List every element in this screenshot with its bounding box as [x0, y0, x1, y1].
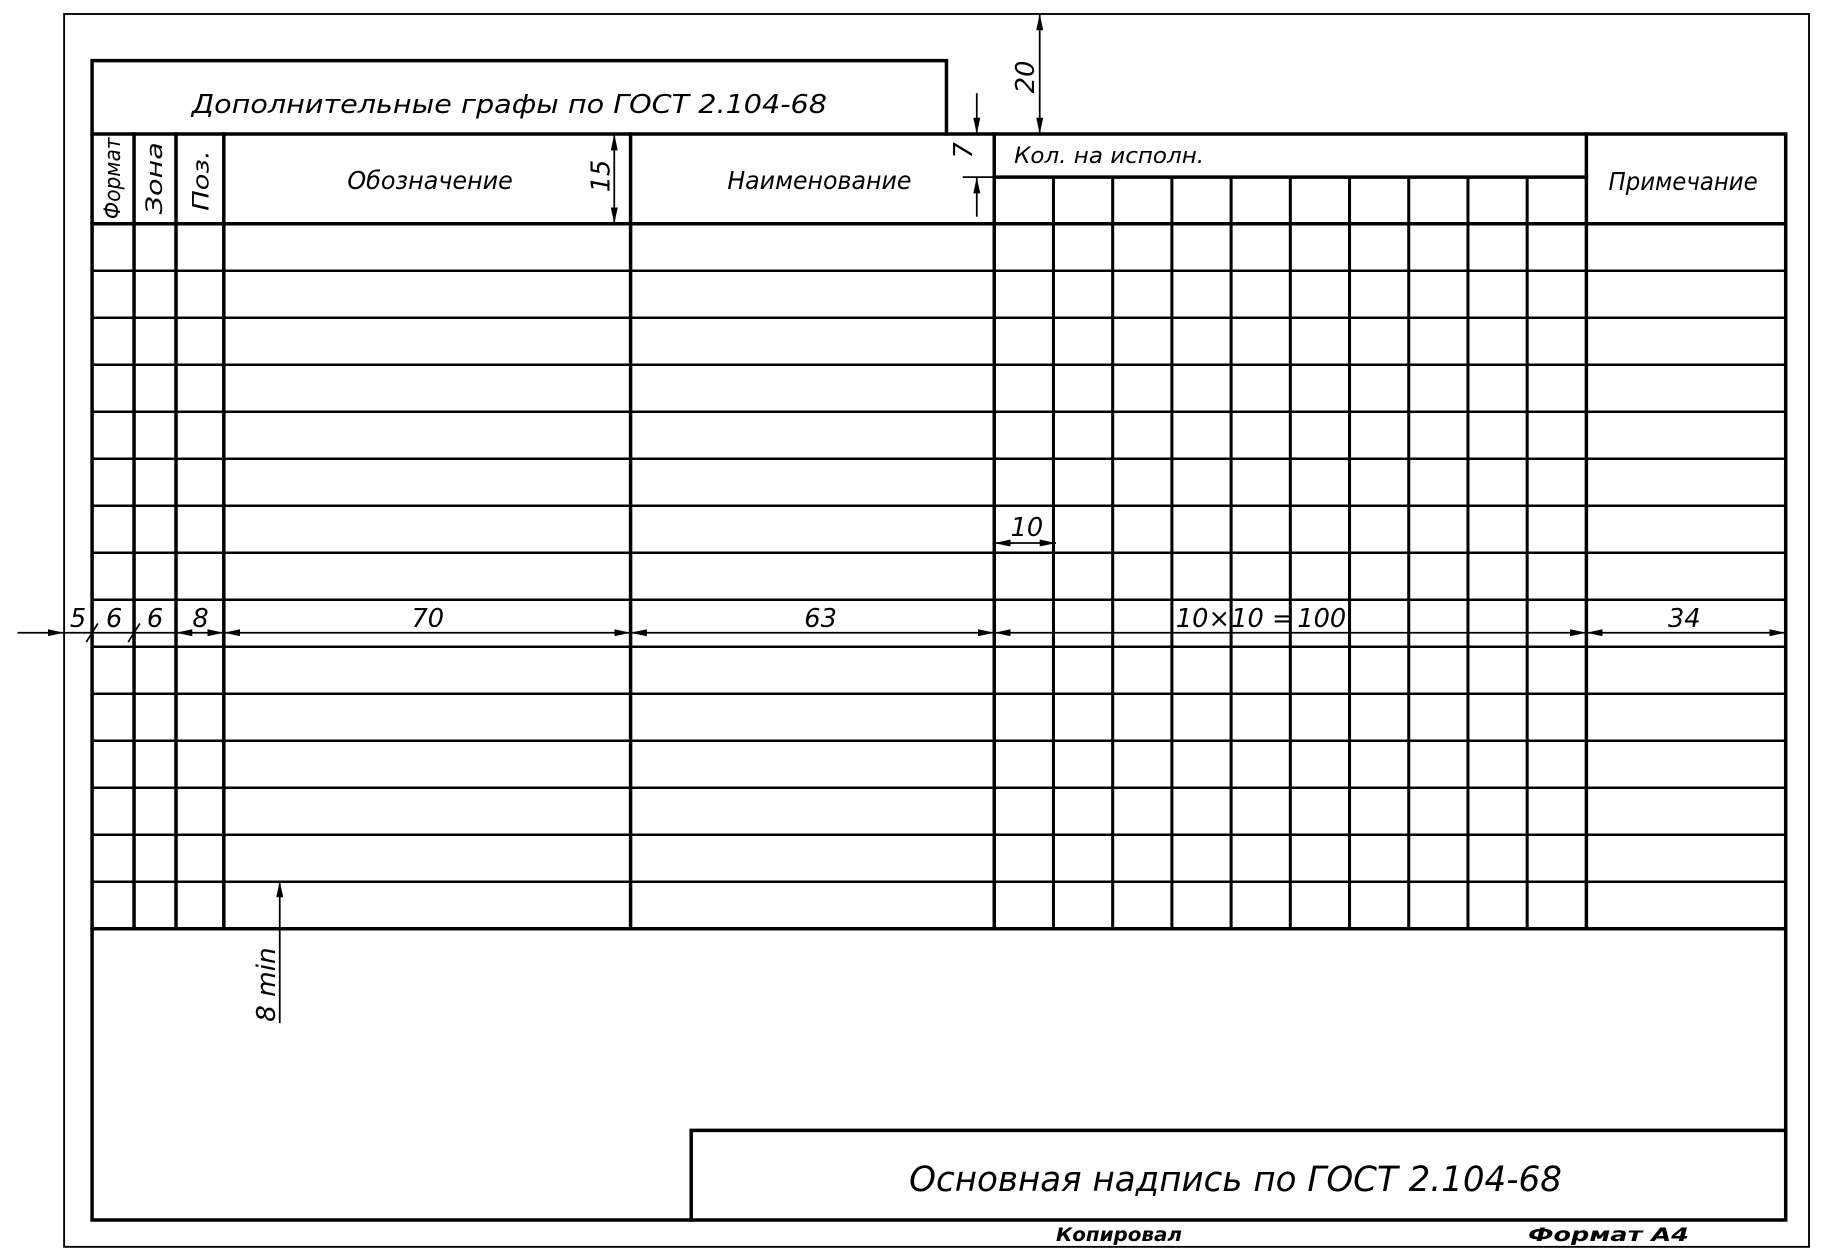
header-name: Наименование: [727, 165, 912, 195]
dimension-label-note-column: 34: [1667, 603, 1701, 634]
header-quantity: Кол. на исполн.: [1014, 143, 1205, 170]
additional-columns-label: Дополнительные графы по ГОСТ 2.104-68: [190, 90, 827, 121]
table-row-lines: [92, 271, 1786, 882]
dimension-label-margin: 5: [69, 603, 87, 634]
dimension-label-quantity-total-result: 100: [1297, 603, 1347, 634]
header-note: Примечание: [1608, 166, 1758, 196]
dimension-label-zone-column: 6: [146, 603, 164, 634]
dimension-label-designation-column: 70: [411, 603, 445, 634]
dimension-label-last-row: 8 min: [252, 949, 283, 1022]
footer-format: Формат А4: [1528, 1225, 1689, 1247]
table-grid: [92, 129, 1786, 929]
dimension-label-quantity-total-width: 10 =: [1231, 603, 1294, 634]
inner-frame: [92, 129, 1786, 1220]
dimension-label-quantity-header-height: 7: [949, 142, 980, 159]
title-block-label: Основная надпись по ГОСТ 2.104-68: [909, 1159, 1562, 1200]
dimension-label-format-column: 6: [106, 603, 123, 634]
dimension-label-position-column: 8: [192, 603, 209, 634]
header-position: Поз.: [188, 161, 215, 211]
dimension-label-header-height: 15: [586, 159, 617, 193]
header-designation: Обозначение: [347, 165, 513, 195]
dimension-label-quantity-column: 10: [1010, 513, 1044, 544]
dimension-label-top-gap: 20: [1010, 60, 1041, 94]
footer-copied-by: Копировал: [1056, 1225, 1183, 1247]
dimension-label-quantity-total-count: 10×: [1175, 603, 1230, 634]
horizontal-dimension-chain: [17, 604, 1785, 642]
header-format: Формат: [100, 129, 127, 220]
header-zone: Зона: [142, 158, 169, 215]
dimension-label-name-column: 63: [804, 603, 837, 634]
outer-frame: [64, 14, 1809, 1247]
